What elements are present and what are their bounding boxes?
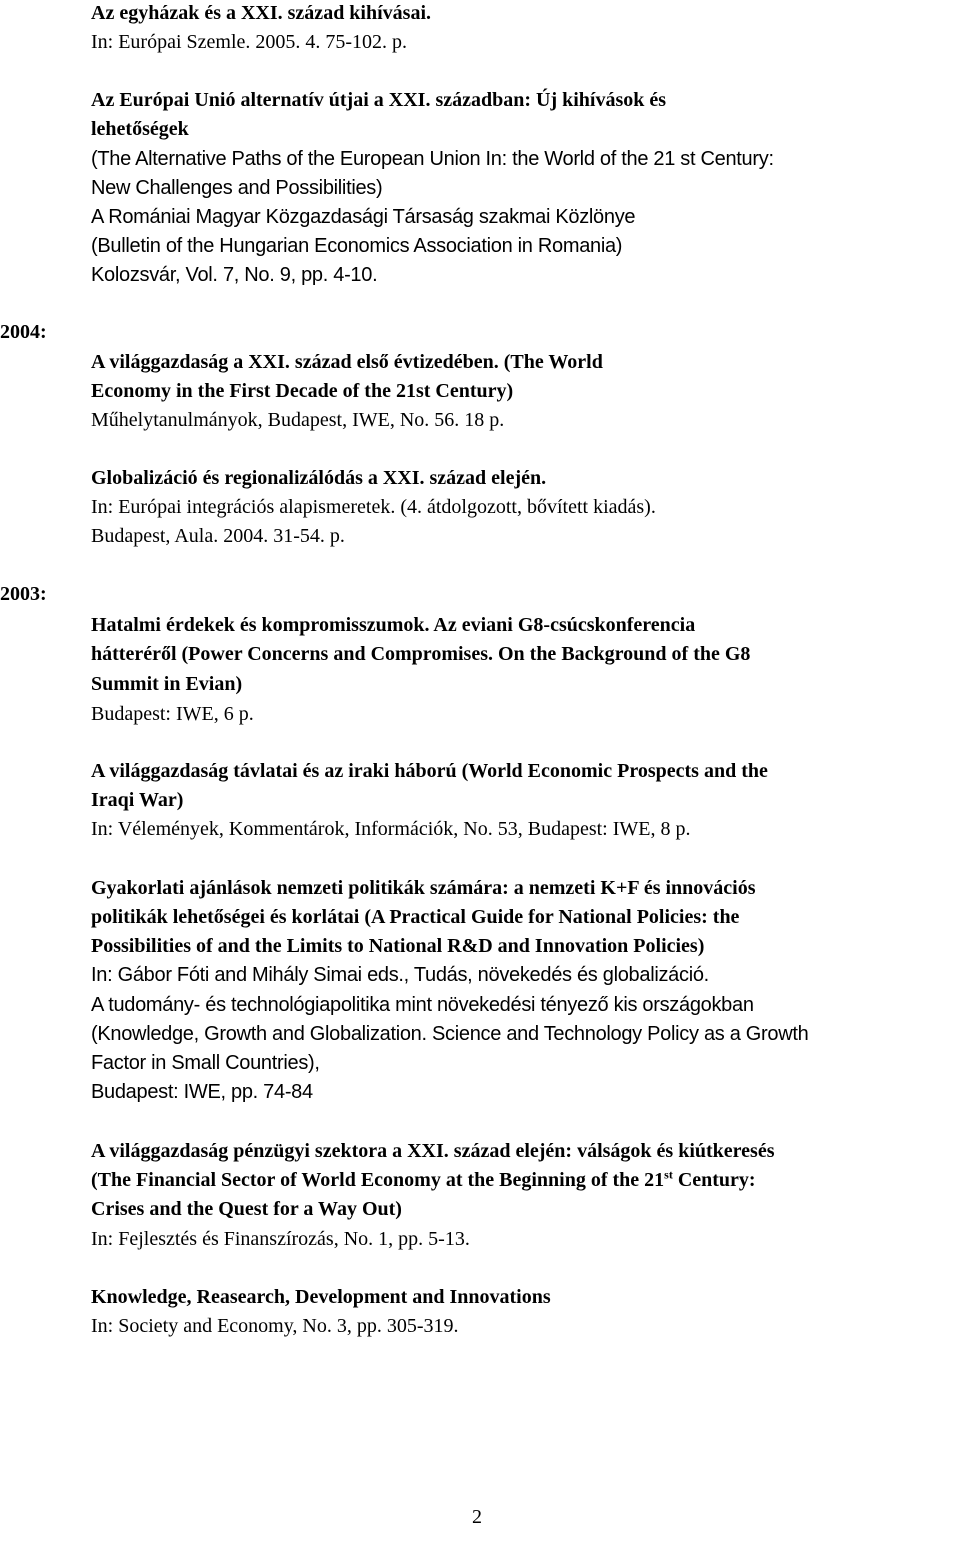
entry-title-line: Hatalmi érdekek és kompromisszumok. Az eviani G8-csúcskonferencia — [91, 614, 696, 636]
entry-title-line: lehetőségek — [91, 118, 189, 140]
entry-title-text: (The Financial Sector of World Economy at the Beginning of the 21 — [91, 1169, 665, 1191]
entry-citation-line: In: Society and Economy, No. 3, pp. 305-319. — [91, 1315, 459, 1337]
entry-title-line: Summit in Evian) — [91, 673, 243, 695]
entry-citation-line: Műhelytanulmányok, Budapest, IWE, No. 56. 18 p. — [91, 409, 505, 431]
entry-title-line: Crises and the Quest for a Way Out) — [91, 1198, 402, 1220]
entry-title-line: Knowledge, Reasearch, Development and Innovations — [91, 1286, 551, 1308]
entry-citation-line: (Knowledge, Growth and Globalization. Science and Technology Policy as a Growth — [91, 1023, 809, 1045]
page-number: 2 — [472, 1506, 482, 1528]
entry-citation-line: In: Európai Szemle. 2005. 4. 75-102. p. — [91, 31, 408, 53]
year-heading: 2003: — [0, 583, 47, 605]
entry-title-line — [91, 1166, 756, 1195]
entry-citation-line: Budapest: IWE, pp. 74-84 — [91, 1081, 313, 1103]
entry-citation-line: In: Európai integrációs alapismeretek. (4. átdolgozott, bővített kiadás). — [91, 496, 656, 518]
entry-citation-line: In: Vélemények, Kommentárok, Információk, No. 53, Budapest: IWE, 8 p. — [91, 818, 691, 840]
entry-citation-line: In: Gábor Fóti and Mihály Simai eds., Tudás, növekedés és globalizáció. — [91, 964, 709, 986]
entry-title-line: A világgazdaság a XXI. század első évtizedében. (The World — [91, 351, 603, 373]
entry-citation-line: A tudomány- és technológiapolitika mint növekedési tényező kis országokban — [91, 994, 754, 1016]
entry-citation-line: New Challenges and Possibilities) — [91, 177, 383, 199]
entry-citation-line: Factor in Small Countries), — [91, 1052, 320, 1074]
entry-title-line: Iraqi War) — [91, 789, 184, 811]
entry-citation-line: Kolozsvár, Vol. 7, No. 9, pp. 4-10. — [91, 264, 378, 286]
entry-title-line: Az Európai Unió alternatív útjai a XXI. században: Új kihívások és — [91, 89, 667, 111]
entry-title-line: politikák lehetőségei és korlátai (A Practical Guide for National Policies: the — [91, 906, 740, 928]
entry-title-line: hátteréről (Power Concerns and Compromises. On the Background of the G8 — [91, 643, 751, 665]
entry-citation-line: (The Alternative Paths of the European Union In: the World of the 21 st Century: — [91, 148, 774, 170]
entry-citation-line: A Romániai Magyar Közgazdasági Társaság szakmai Közlönye — [91, 206, 636, 228]
entry-citation-line: Budapest: IWE, 6 p. — [91, 703, 254, 725]
entry-citation-line: (Bulletin of the Hungarian Economics Association in Romania) — [91, 235, 623, 257]
entry-title-line: Economy in the First Decade of the 21st Century) — [91, 380, 514, 402]
entry-title-line: Globalizáció és regionalizálódás a XXI. század elején. — [91, 467, 547, 489]
entry-title-line: A világgazdaság távlatai és az iraki háború (World Economic Prospects and the — [91, 760, 768, 782]
entry-title-text: Century: — [672, 1169, 756, 1191]
entry-title-line: Gyakorlati ajánlások nemzeti politikák számára: a nemzeti K+F és innovációs — [91, 877, 756, 899]
entry-citation-line: Budapest, Aula. 2004. 31-54. p. — [91, 525, 345, 547]
entry-title-line: Possibilities of and the Limits to National R&D and Innovation Policies) — [91, 935, 705, 957]
entry-title-line: A világgazdaság pénzügyi szektora a XXI. század elején: válságok és kiútkeresés — [91, 1140, 775, 1162]
superscript-ordinal: st — [664, 1167, 673, 1182]
entry-title-line: Az egyházak és a XXI. század kihívásai. — [91, 2, 432, 24]
year-heading: 2004: — [0, 321, 47, 343]
entry-citation-line: In: Fejlesztés és Finanszírozás, No. 1, pp. 5-13. — [91, 1228, 470, 1250]
